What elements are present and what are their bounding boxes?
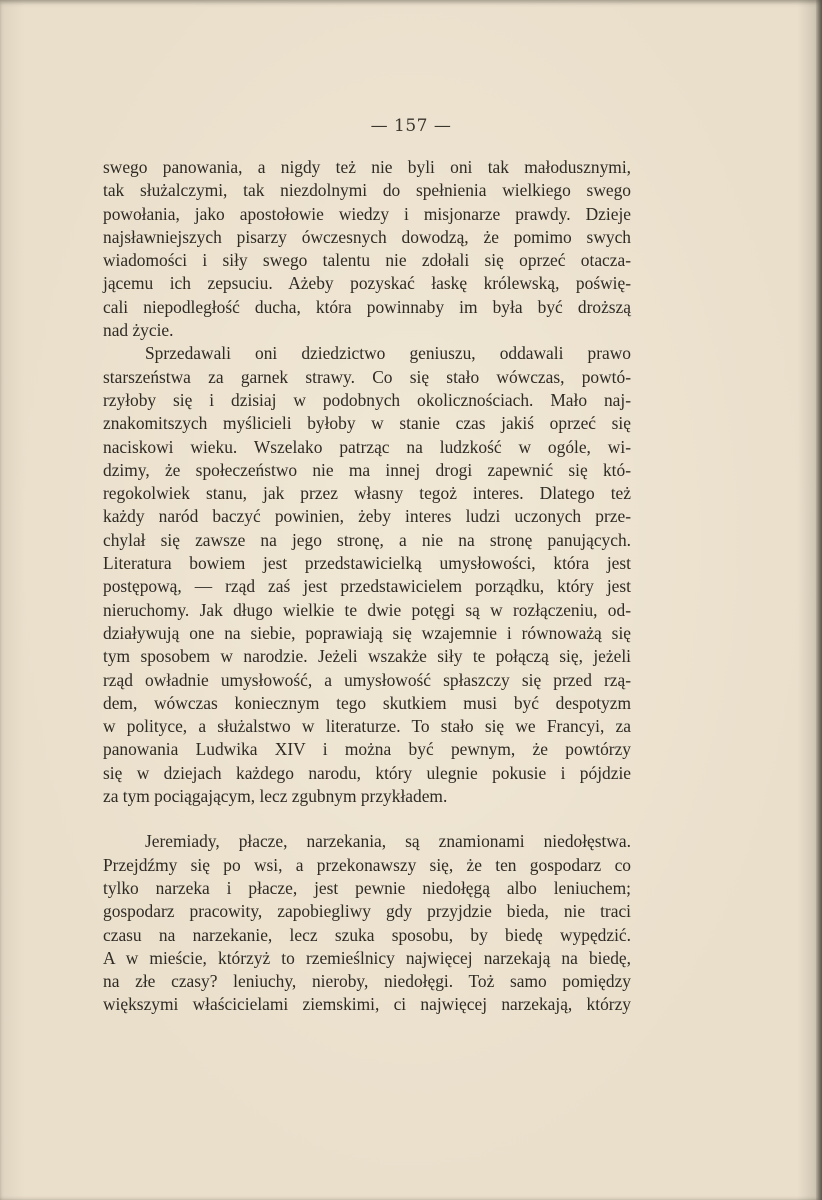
text-line: tak służalczymi, tak niezdolnymi do spełnienia wielkiego swego <box>103 180 631 201</box>
text-line: tylko narzeka i płacze, jest pewnie niedołęgą albo leniuchem; <box>103 877 631 898</box>
text-line: cali niepodległość ducha, która powinnaby im była być droższą <box>103 296 631 317</box>
text-line: Przejdźmy się po wsi, a przekonawszy się, że ten gospodarz co <box>103 854 631 875</box>
text-line: gospodarz pracowity, zapobiegliwy gdy przyjdzie bieda, nie traci <box>103 901 631 922</box>
paragraph-1 <box>103 156 631 342</box>
text-line: wiadomości i siły swego talentu nie zdołali się oprzeć otacza- <box>103 250 631 271</box>
paragraph-3 <box>103 830 631 1016</box>
text-line: najsławniejszych pisarzy ówczesnych dowodzą, że pomimo swych <box>103 226 631 247</box>
text-line: działywują one na siebie, poprawiają się wzajemnie i równoważą się <box>103 622 631 643</box>
text-line: znakomitszych myślicieli byłoby w stanie czas jakiś oprzeć się <box>103 413 631 434</box>
text-line: rzyłoby się i dzisiaj w podobnych okolicznościach. Mało naj- <box>103 389 631 410</box>
text-line: rząd owładnie umysłowość, a umysłowość spłaszczy się przed rzą- <box>103 669 631 690</box>
text-line: chylał się zawsze na jego stronę, a nie na stronę panujących. <box>103 529 631 550</box>
text-line: Literatura bowiem jest przedstawicielką umysłowości, która jest <box>103 553 631 574</box>
paragraph-2 <box>103 342 631 808</box>
text-line: postępową, — rząd zaś jest przedstawicielem porządku, który jest <box>103 576 631 597</box>
text-line: powołania, jako apostołowie wiedzy i misjonarze prawdy. Dzieje <box>103 203 631 224</box>
text-line: swego panowania, a nigdy też nie byli oni tak małodusznymi, <box>103 157 631 177</box>
text-line: każdy naród baczyć powinien, żeby interes ludzi uczonych prze- <box>103 506 631 527</box>
text-line: nieruchomy. Jak długo wielkie te dwie potęgi są w rozłączeniu, od- <box>103 599 631 620</box>
text-line: czasu na narzekanie, lecz szuka sposobu, by biedę wypędzić. <box>103 924 631 945</box>
text-line: starszeństwa za garnek strawy. Co się stało wówczas, powtó- <box>103 366 631 387</box>
text-line: za tym pociągającym, lecz zgubnym przykładem. <box>103 786 448 807</box>
text-line: regokolwiek stanu, jak przez własny tegoż interes. Dlatego też <box>103 483 631 504</box>
text-line: Jeremiady, płacze, narzekania, są znamionami niedołęstwa. <box>145 831 631 852</box>
text-line: się w dziejach każdego narodu, który ulegnie pokusie i pójdzie <box>103 762 631 783</box>
text-line: na złe czasy? leniuchy, nieroby, niedołęgi. Toż samo pomiędzy <box>103 971 631 992</box>
text-line: naciskowi wieku. Wszelako patrząc na ludzkość w ogóle, wi- <box>103 436 631 457</box>
text-line: panowania Ludwika XIV i można być pewnym, że powtórzy <box>103 739 631 760</box>
page-edge-shadow <box>816 0 822 1200</box>
text-line: nad życie. <box>103 320 174 341</box>
text-line: A w mieście, którzyż to rzemieślnicy najwięcej narzekają na biedę, <box>103 947 631 968</box>
text-line: dem, wówczas koniecznym tego skutkiem musi być despotyzm <box>103 692 631 713</box>
paragraph-spacer <box>103 808 631 830</box>
text-line: jącemu ich zepsuciu. Ażeby pozyskać łaskę królewską, poświę- <box>103 273 631 294</box>
body-text <box>103 156 631 1017</box>
text-line: dzimy, że społeczeństwo nie ma innej drogi zapewnić się któ- <box>103 459 631 480</box>
page-number: — 157 — <box>370 116 452 136</box>
text-line: większymi właścicielami ziemskimi, ci najwięcej narzekają, którzy <box>103 994 631 1015</box>
text-line: Sprzedawali oni dziedzictwo geniuszu, oddawali prawo <box>145 343 631 364</box>
text-line: w polityce, a służalstwo w literaturze. To stało się we Francyi, za <box>103 716 631 737</box>
text-line: tym sposobem w narodzie. Jeżeli wszakże siły te połączą się, jeżeli <box>103 646 631 667</box>
